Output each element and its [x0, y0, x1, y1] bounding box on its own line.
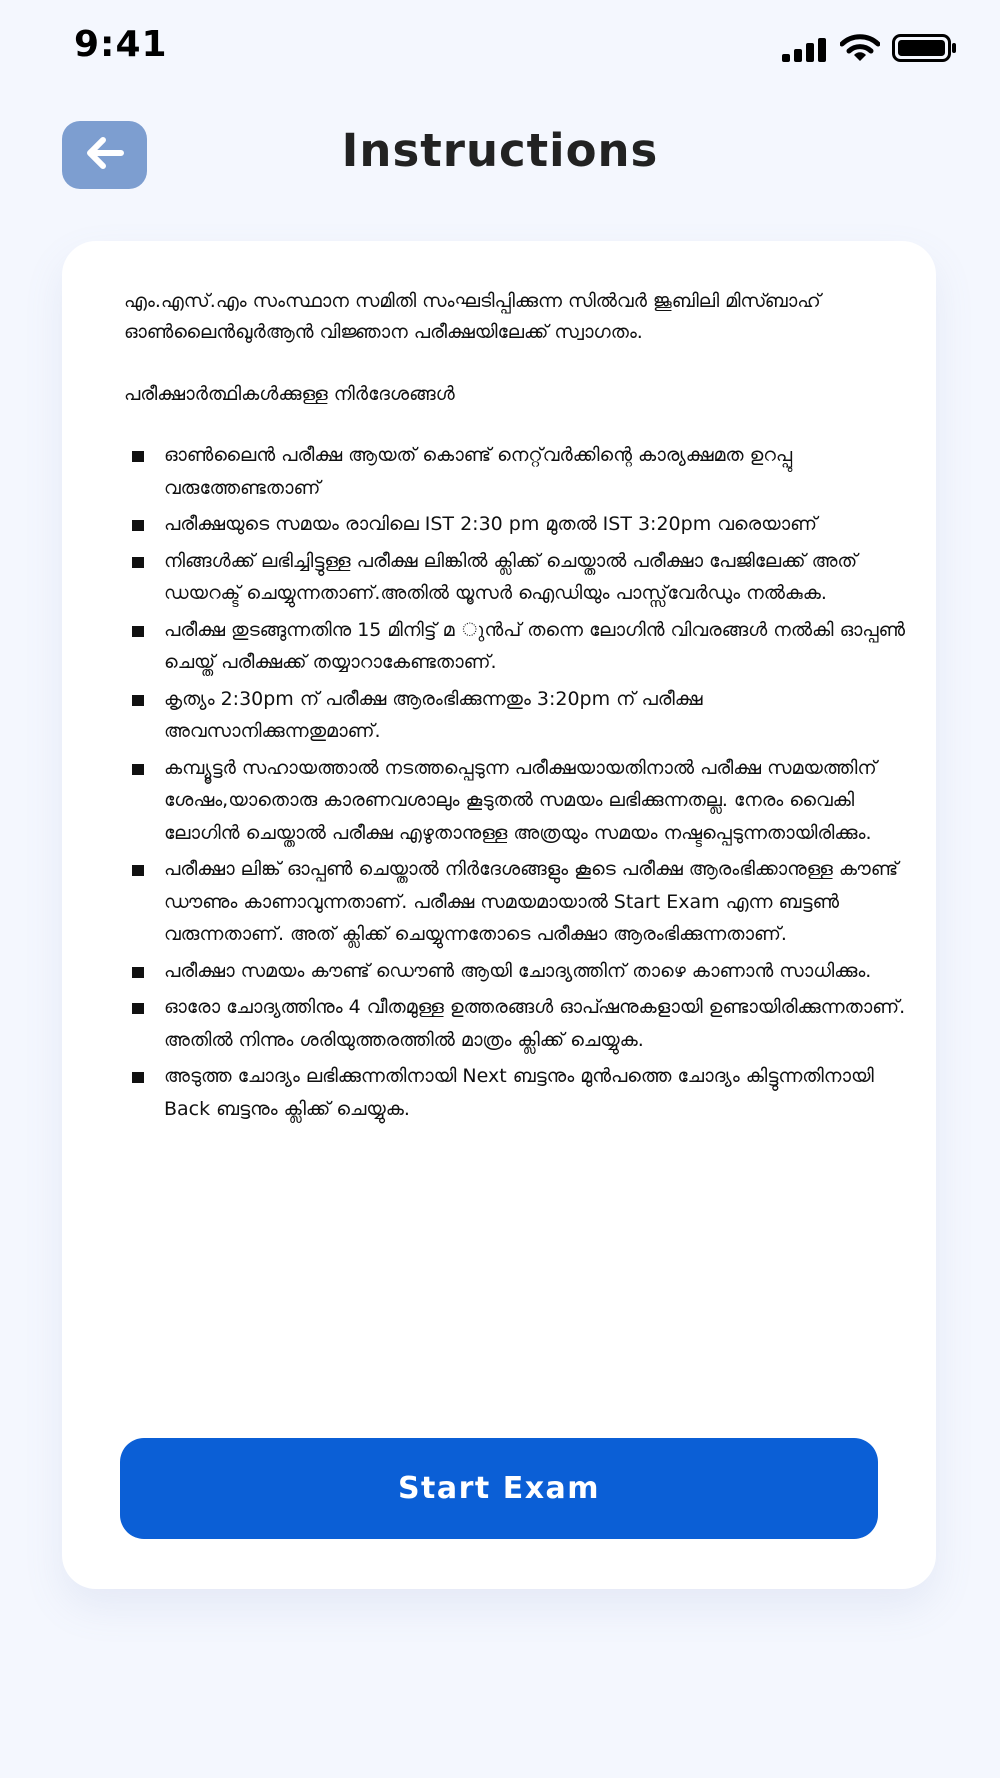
bullet-icon: [132, 626, 144, 637]
instructions-subheading: പരീക്ഷാർത്ഥികൾക്കുള്ള നിർദേശങ്ങൾ: [124, 383, 455, 405]
page-title: Instructions: [341, 124, 659, 177]
instruction-item: [124, 614, 924, 679]
instruction-text: പരീക്ഷയുടെ സമയം രാവിലെ IST 2:30 pm മുതൽ IST 3:20pm വരെയാണ്: [164, 513, 818, 535]
bullet-icon: [132, 865, 144, 876]
status-bar: [0, 0, 1000, 100]
instruction-text: പരീക്ഷ തുടങ്ങുന്നതിനു 15 മിനിട്ട് മ ുൻപ് തന്നെ ലോഗിൻ വിവരങ്ങൾ നൽകി ഓപ്പൺ ചെയ്ത് പരീക്ഷക്ക് തയ്യാറാകേണ്ടതാണ്.: [164, 618, 906, 673]
instructions-card: [62, 241, 936, 1589]
bullet-icon: [132, 695, 144, 706]
instructions-list: [124, 439, 914, 1125]
bullet-icon: [132, 557, 144, 568]
intro-text: എം.എസ്.എം സംസ്ഥാന സമിതി സംഘടിപ്പിക്കുന്ന സിൽവർ ജൂബിലി മിസ്ബാഹ് ഓൺലൈൻഖുർആൻ വിജ്ഞാന പരീക്ഷയിലേക്ക് സ്വാഗതം.: [124, 290, 821, 343]
bullet-icon: [132, 764, 144, 775]
bullet-icon: [132, 967, 144, 978]
bullet-icon: [132, 520, 144, 531]
header: [0, 110, 1000, 210]
battery-icon: [892, 34, 958, 66]
instruction-item: [124, 955, 924, 988]
instruction-item: [124, 439, 924, 504]
status-icons: [782, 36, 958, 66]
instruction-text: അടുത്ത ചോദ്യം ലഭിക്കുന്നതിനായി Next ബട്ടനും മുൻപത്തെ ചോദ്യം കിട്ടുന്നതിനായി Back ബട്ടനും ക്ലിക്ക് ചെയ്യുക.: [164, 1065, 874, 1120]
instruction-text: നിങ്ങൾക്ക് ലഭിച്ചിട്ടുള്ള പരീക്ഷ ലിങ്കിൽ ക്ലിക്ക് ചെയ്താൽ പരീക്ഷാ പേജിലേക്ക് അത് ഡയറക്ട് ചെയ്യുന്നതാണ്.അതിൽ യൂസർ ഐഡിയും പാസ്സ്‌വേർഡും നൽകുക.: [164, 549, 858, 604]
bullet-icon: [132, 1072, 144, 1083]
instruction-text: ഓരോ ചോദ്യത്തിനും 4 വീതമുള്ള ഉത്തരങ്ങൾ ഓപ്ഷനുകളായി ഉണ്ടായിരിക്കുന്നതാണ്. അതിൽ നിന്നും ശരിയുത്തരത്തിൽ മാത്രം ക്ലിക്ക് ചെയ്യുക.: [164, 996, 906, 1051]
instruction-item: [124, 1060, 924, 1125]
instruction-item: [124, 545, 924, 610]
start-exam-button[interactable]: Start Exam: [120, 1438, 878, 1539]
status-time: 9:41: [74, 24, 168, 65]
instruction-text: കമ്പ്യൂട്ടർ സഹായത്താൽ നടത്തപ്പെടുന്ന പരീക്ഷയായതിനാൽ പരീക്ഷ സമയത്തിന് ശേഷം,യാതൊരു കാരണവശാലും കൂടുതൽ സമയം ലഭിക്കുന്നതല്ല. നേരം വൈകി ലോഗിൻ ചെയ്താൽ പരീക്ഷ എഴുതാനുള്ള അത്രയും സമയം നഷ്ടപ്പെടുന്നതായിരിക്കും.: [164, 756, 877, 844]
instruction-item: [124, 683, 924, 748]
instruction-item: [124, 508, 924, 541]
signal-icon: [782, 38, 828, 66]
instruction-text: കൃത്യം 2:30pm ന് പരീക്ഷ ആരംഭിക്കുന്നതും 3:20pm ന് പരീക്ഷ അവസാനിക്കുന്നതുമാണ്.: [164, 687, 703, 742]
instruction-text: പരീക്ഷാ സമയം കൗണ്ട് ഡൌൺ ആയി ചോദ്യത്തിന് താഴെ കാണാൻ സാധിക്കും.: [164, 959, 872, 982]
instruction-item: [124, 853, 924, 951]
wifi-icon: [840, 34, 880, 66]
instruction-text: ഓൺലൈൻ പരീക്ഷ ആയത് കൊണ്ട് നെറ്റ്‌വർക്കിന്റെ കാര്യക്ഷമത ഉറപ്പു വരുത്തേണ്ടതാണ്: [164, 444, 793, 499]
instruction-item: [124, 991, 924, 1056]
instructions-content: [124, 286, 914, 1129]
bullet-icon: [132, 451, 144, 462]
instruction-item: [124, 752, 924, 850]
bullet-icon: [132, 1003, 144, 1014]
instruction-text: പരീക്ഷാ ലിങ്ക് ഓപ്പൺ ചെയ്താൽ നിർദേശങ്ങളും കൂടെ പരീക്ഷ ആരംഭിക്കാനുള്ള കൗണ്ട് ഡൗണും കാണാവുന്നതാണ്. പരീക്ഷ സമയമായാൽ Start Exam എന്ന ബട്ടൺ വരുന്നതാണ്. അത് ക്ലിക്ക് ചെയ്യുന്നതോടെ പരീക്ഷാ ആരംഭിക്കുന്നതാണ്.: [164, 858, 899, 945]
